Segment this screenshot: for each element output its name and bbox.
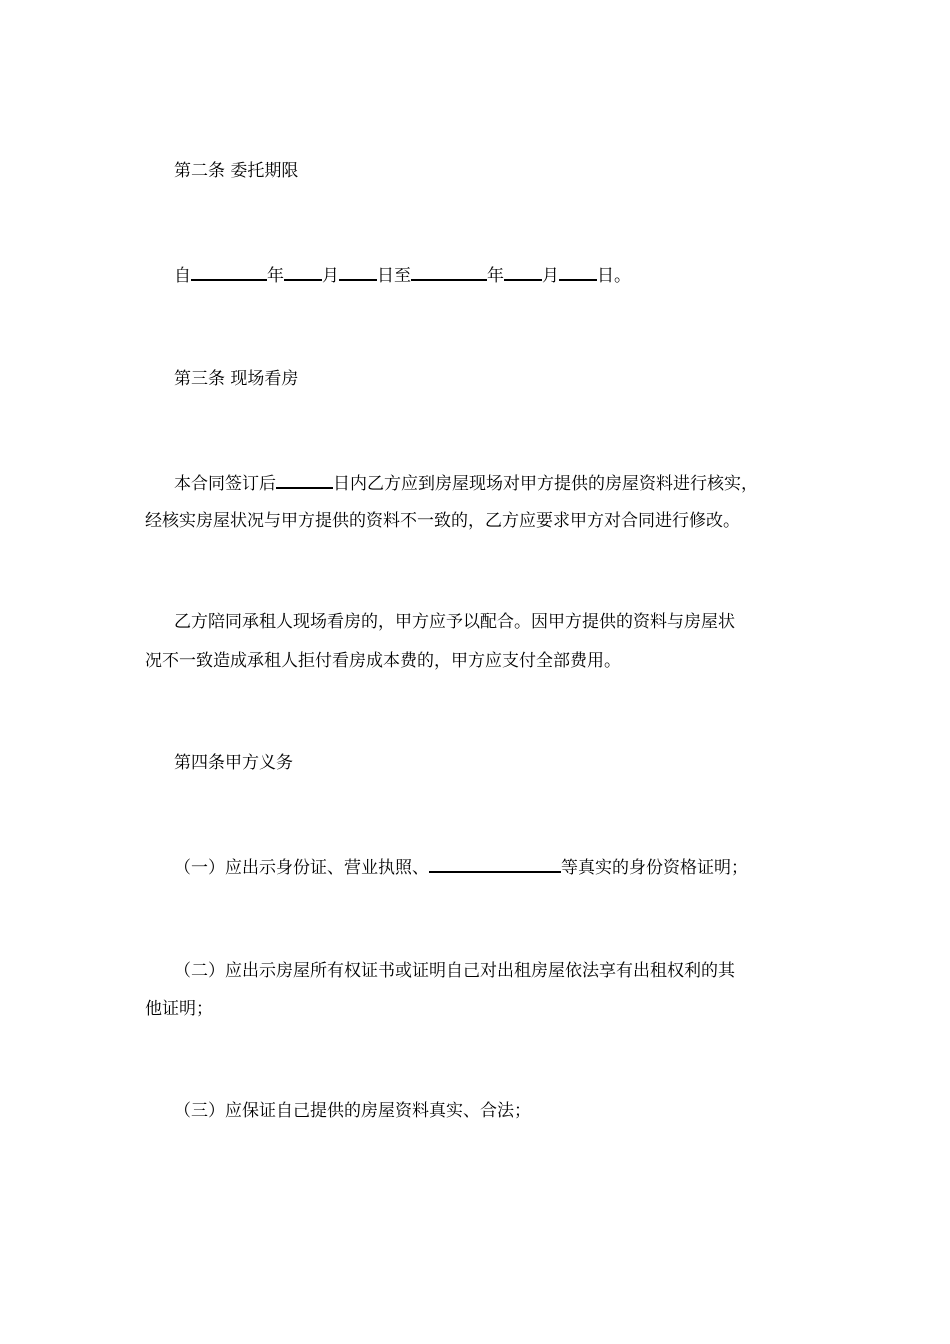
article-3-para-1-line-2: 经核实房屋状况与甲方提供的资料不一致的，乙方应要求甲方对合同进行修改。 (145, 511, 740, 531)
start-day-blank (339, 264, 377, 281)
start-month-blank (284, 264, 322, 281)
period-text-month-2: 月 (542, 266, 559, 286)
article-2-period-text (174, 264, 631, 287)
article-4-item-2-line-1: （二）应出示房屋所有权证书或证明自己对出租房屋依法享有出租权利的其 (174, 961, 735, 981)
period-text-month: 月 (322, 266, 339, 286)
article-3-heading: 第三条 现场看房 (174, 369, 299, 389)
para-text: 本合同签订后 (174, 474, 276, 494)
period-text-year: 年 (267, 266, 284, 286)
article-3-para-2-line-2: 况不一致造成承租人拒付看房成本费的，甲方应支付全部费用。 (145, 651, 621, 671)
period-text-day-to: 日至 (377, 266, 411, 286)
end-day-blank (559, 264, 597, 281)
end-year-blank (411, 264, 487, 281)
article-3-para-1-line-1 (174, 472, 758, 495)
period-text-year-2: 年 (487, 266, 504, 286)
period-text-day-end: 日。 (597, 266, 631, 286)
item-text: 等真实的身份资格证明； (561, 858, 748, 878)
article-4-item-3: （三）应保证自己提供的房屋资料真实、合法； (174, 1101, 531, 1121)
period-text-from: 自 (174, 266, 191, 286)
article-4-item-2-line-2: 他证明； (145, 999, 213, 1019)
start-year-blank (191, 264, 267, 281)
article-3-para-2-line-1: 乙方陪同承租人现场看房的，甲方应予以配合。因甲方提供的资料与房屋状 (174, 612, 735, 632)
item-text: （一）应出示身份证、营业执照、 (174, 858, 429, 878)
documents-blank (429, 856, 561, 873)
end-month-blank (504, 264, 542, 281)
days-blank (276, 472, 333, 489)
article-4-item-1 (174, 856, 748, 879)
article-4-heading: 第四条甲方义务 (174, 753, 293, 773)
article-2-heading: 第二条 委托期限 (174, 161, 299, 181)
para-text: 日内乙方应到房屋现场对甲方提供的房屋资料进行核实， (333, 474, 758, 494)
